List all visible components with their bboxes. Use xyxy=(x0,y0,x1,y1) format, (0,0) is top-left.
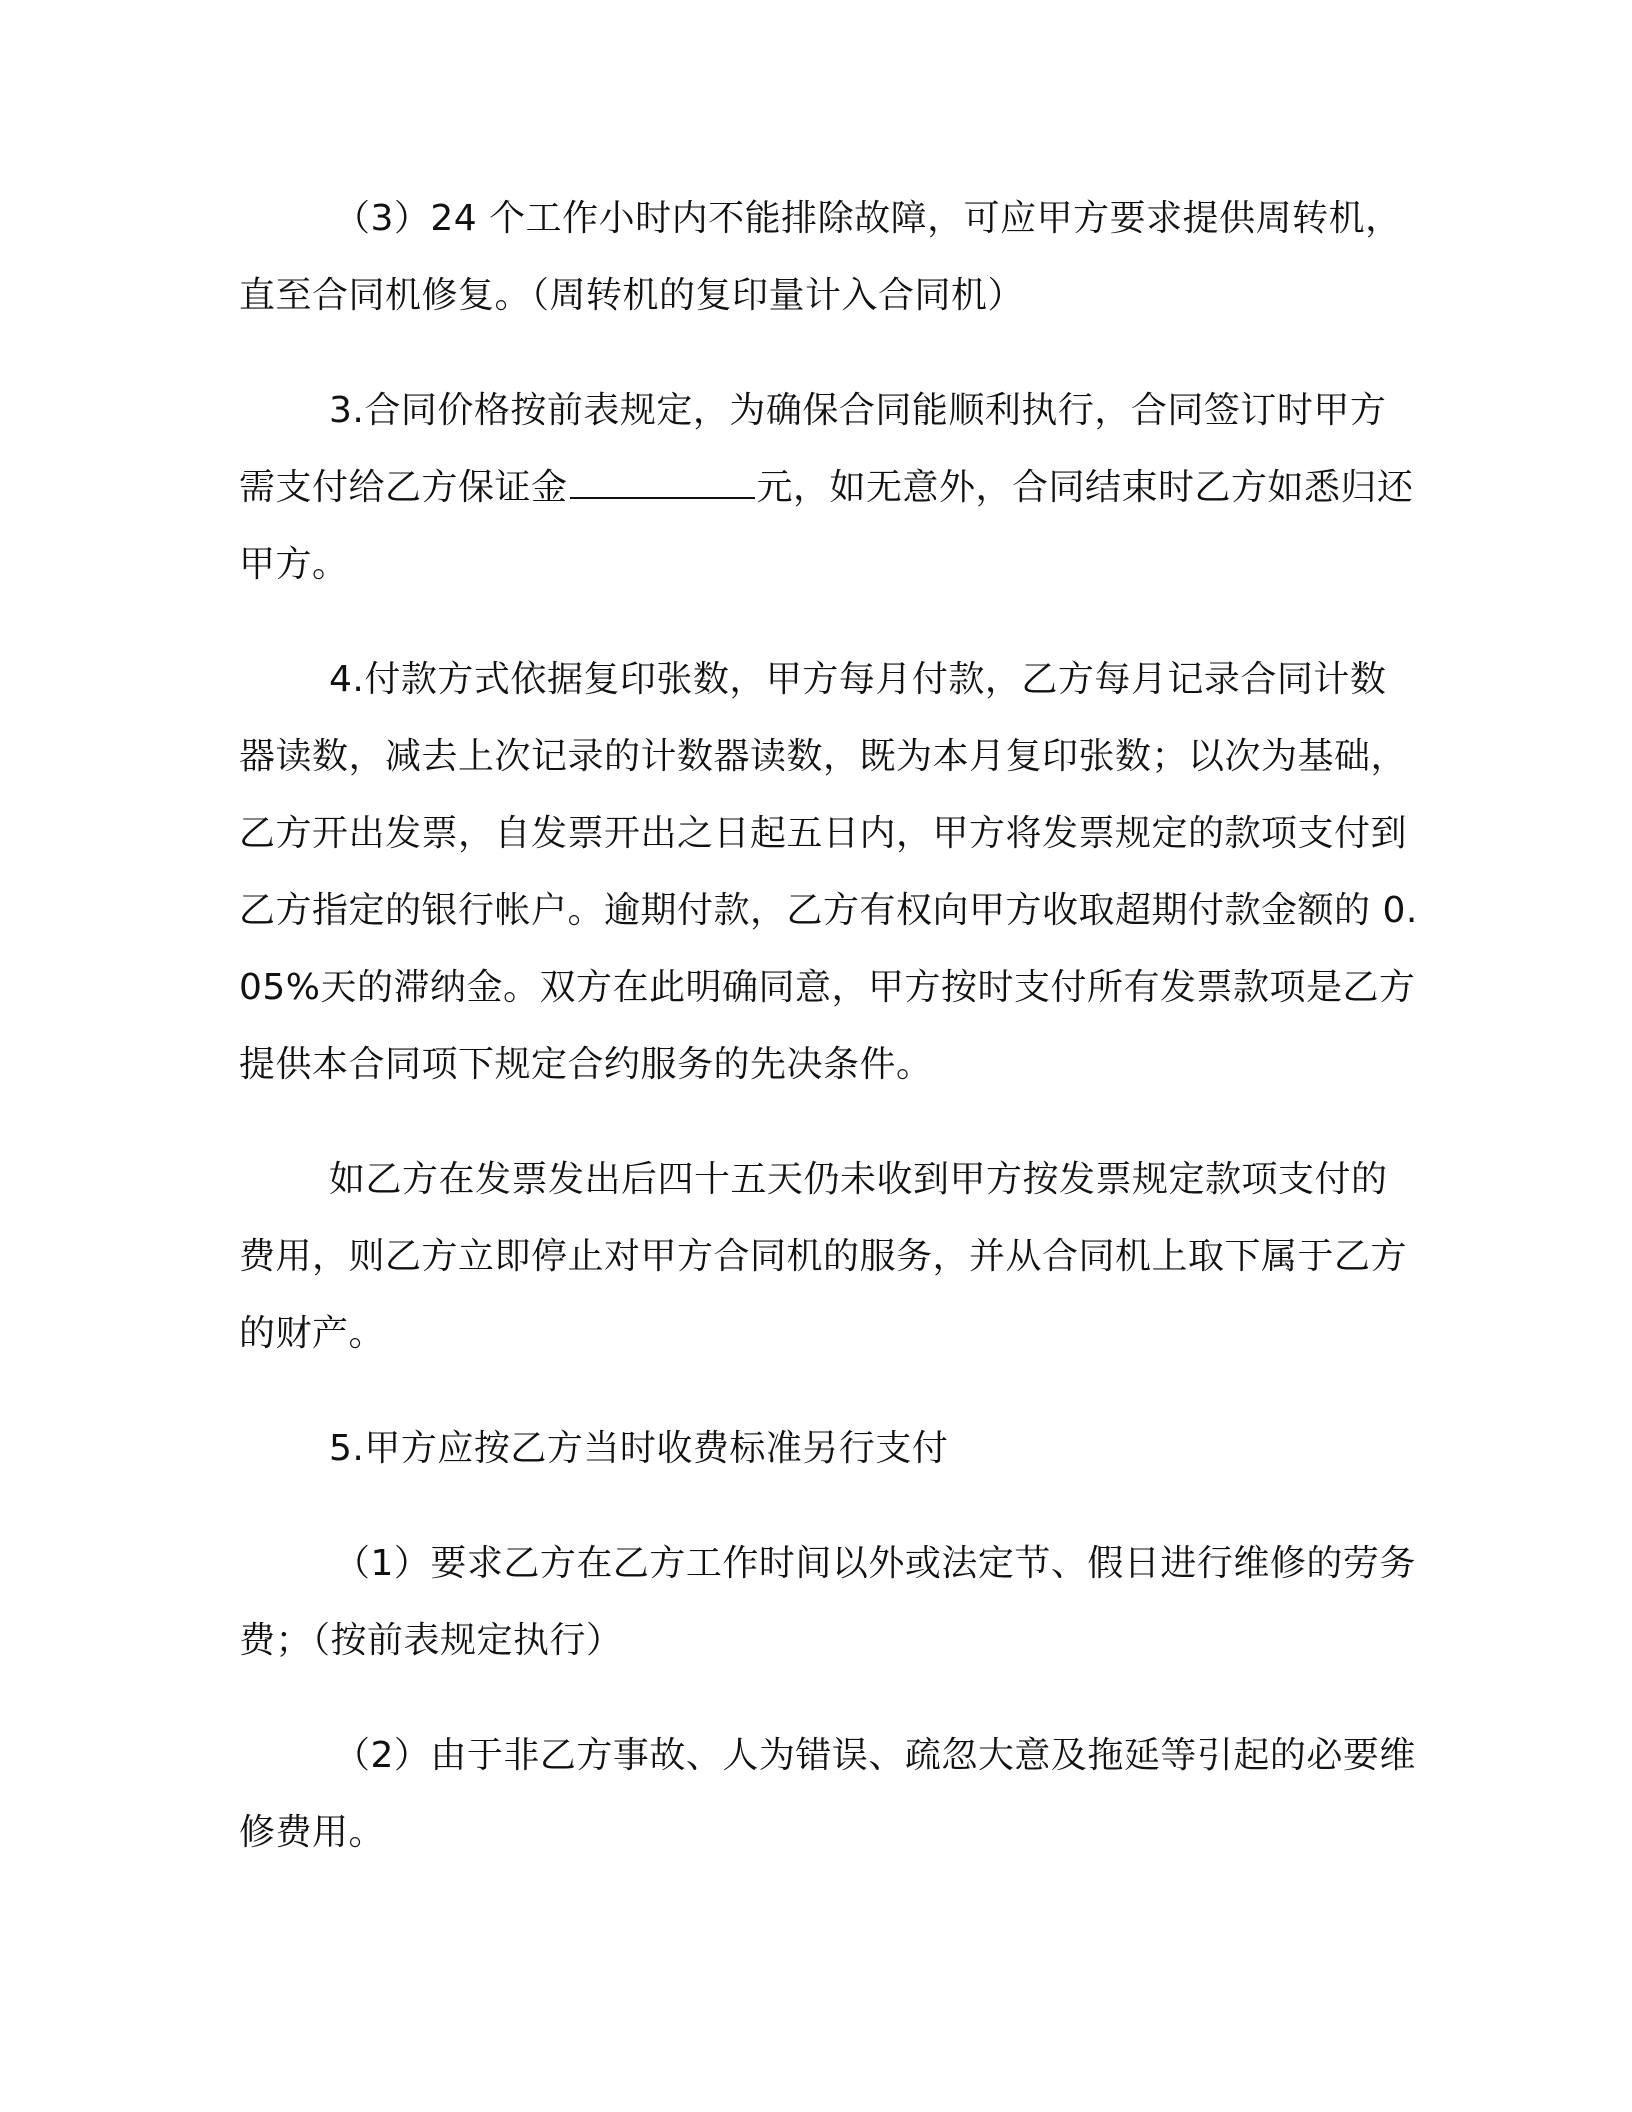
deposit-text-before: 3.合同价格按前表规定，为确保合同能顺利执行，合同签订时甲方需支付给乙方保证金 xyxy=(239,390,1387,508)
deposit-amount-blank xyxy=(570,461,755,499)
paragraph-clause-4-payment: 4.付款方式依据复印张数，甲方每月付款，乙方每月记录合同计数器读数，减去上次记录的计数器读数，既为本月复印张数；以次为基础，乙方开出发票，自发票开出之日起五日内，甲方将发票规定的款项支付到乙方指定的银行帐户。逾期付款，乙方有权向甲方收取超期付款金额的 0.05%天的滞纳金。双方在此明确同意，甲方按时支付所有发票款项是乙方提供本合同项下规定合约服务的先决条件。 xyxy=(239,659,1418,1085)
paragraph-clause-5-item-1: （1）要求乙方在乙方工作时间以外或法定节、假日进行维修的劳务费；（按前表规定执行） xyxy=(239,1543,1416,1661)
document-body xyxy=(239,180,1419,1909)
paragraph-clause-5-item-2: （2）由于非乙方事故、人为错误、疏忽大意及拖延等引起的必要维修费用。 xyxy=(239,1735,1416,1853)
paragraph-item-3-turnaround: （3）24 个工作小时内不能排除故障，可应甲方要求提供周转机，直至合同机修复。（周转机的复印量计入合同机） xyxy=(239,198,1402,316)
paragraph-clause-3-deposit xyxy=(239,372,1419,603)
paragraph-clause-4-suspension: 如乙方在发票发出后四十五天仍未收到甲方按发票规定款项支付的费用，则乙方立即停止对甲方合同机的服务，并从合同机上取下属于乙方的财产。 xyxy=(239,1159,1408,1354)
paragraph-clause-5-heading: 5.甲方应按乙方当时收费标准另行支付 xyxy=(329,1428,949,1469)
deposit-text-after: 元，如无意外，合同结束时乙方如悉归还甲方。 xyxy=(239,467,1414,585)
